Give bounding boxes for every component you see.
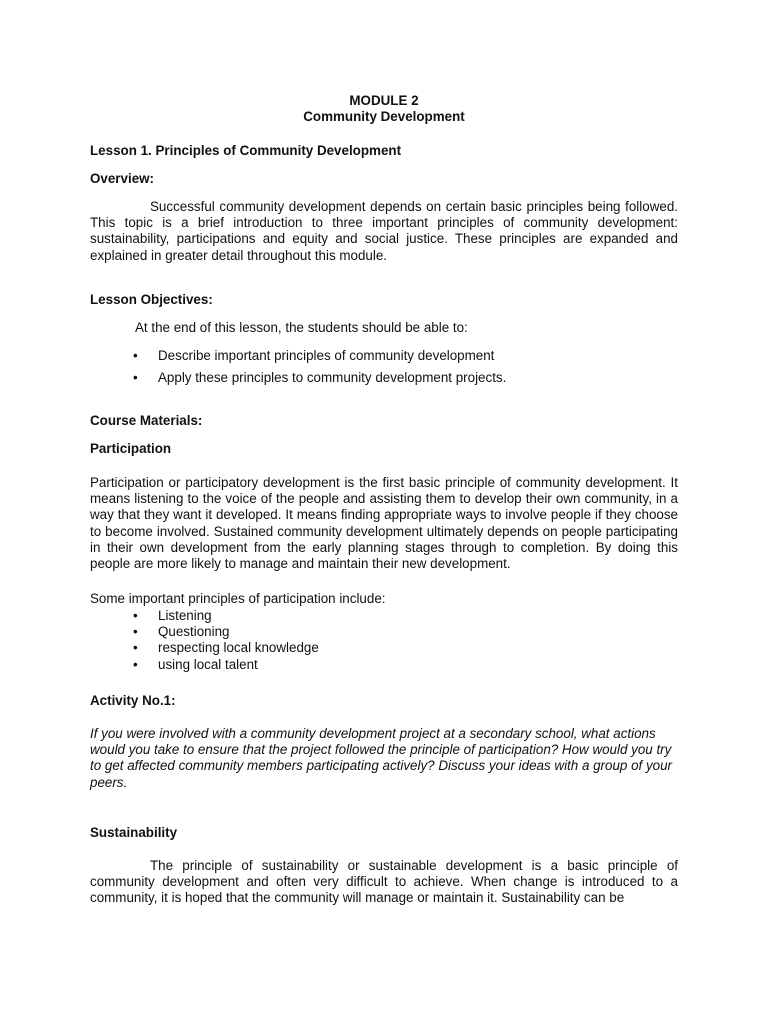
bullet-icon: • [133, 656, 138, 672]
participation-heading: Participation [90, 441, 172, 456]
objectives-heading: Lesson Objectives: [90, 292, 213, 307]
list-item [90, 348, 678, 364]
list-item [90, 640, 678, 656]
module-title: Community Development [303, 109, 465, 125]
participation-paragraph: Participation or participatory development is the first basic principle of community development. It means listening to the voice of the people and assisting them to develop their own community, in a way that they want it developed. It means finding appropriate ways to involve people if they choose to become involved. Sustained community development ultimately depends on people participating in their own development from the early planning stages through to completion. By doing this people are more likely to manage and maintain their new development. [90, 475, 678, 572]
bullet-icon: • [133, 608, 138, 623]
list-item [90, 624, 678, 640]
bullet-icon: • [133, 370, 138, 386]
objective-text: Apply these principles to community development projects. [158, 370, 507, 386]
lesson-title: Lesson 1. Principles of Community Development [90, 143, 402, 158]
principle-text: Questioning [158, 624, 230, 640]
principle-text: using local talent [158, 656, 258, 672]
list-item [90, 608, 678, 624]
overview-paragraph: Successful community development depends on certain basic principles being followed. This topic is a brief introduction to three important principles of community development: sustainability, participations and equity and social justice. These principles are expanded and explained in greater detail throughout this module. [90, 199, 678, 263]
sustainability-paragraph: The principle of sustainability or sustainable development is a basic principle of community development and often very difficult to achieve. When change is introduced to a community, it is hoped that the community will manage or maintain it. Sustainability can be [90, 858, 678, 906]
list-item [90, 370, 678, 386]
list-item [90, 657, 678, 673]
materials-heading: Course Materials: [90, 413, 203, 428]
participation-principles-list [90, 608, 678, 673]
objectives-intro: At the end of this lesson, the students should be able to: [135, 320, 468, 335]
activity-prompt: If you were involved with a community development project at a secondary school, what actions would you take to ensure that the project followed the principle of participation? How would you try to get affected community members participating actively? Discuss your ideas with a group of your peers. [90, 726, 673, 790]
sustainability-heading: Sustainability [90, 825, 178, 840]
module-number: MODULE 2 [349, 93, 419, 108]
bullet-icon: • [133, 348, 138, 363]
objectives-list [90, 348, 678, 392]
module-heading [90, 93, 678, 125]
principle-text: respecting local knowledge [158, 640, 319, 656]
principle-text: Listening [158, 608, 212, 623]
bullet-icon: • [133, 624, 138, 640]
objective-text: Describe important principles of community development [158, 348, 495, 363]
participation-principles-intro: Some important principles of participation include: [90, 591, 386, 606]
bullet-icon: • [133, 640, 138, 656]
overview-heading: Overview: [90, 171, 155, 186]
activity-heading: Activity No.1: [90, 693, 176, 708]
